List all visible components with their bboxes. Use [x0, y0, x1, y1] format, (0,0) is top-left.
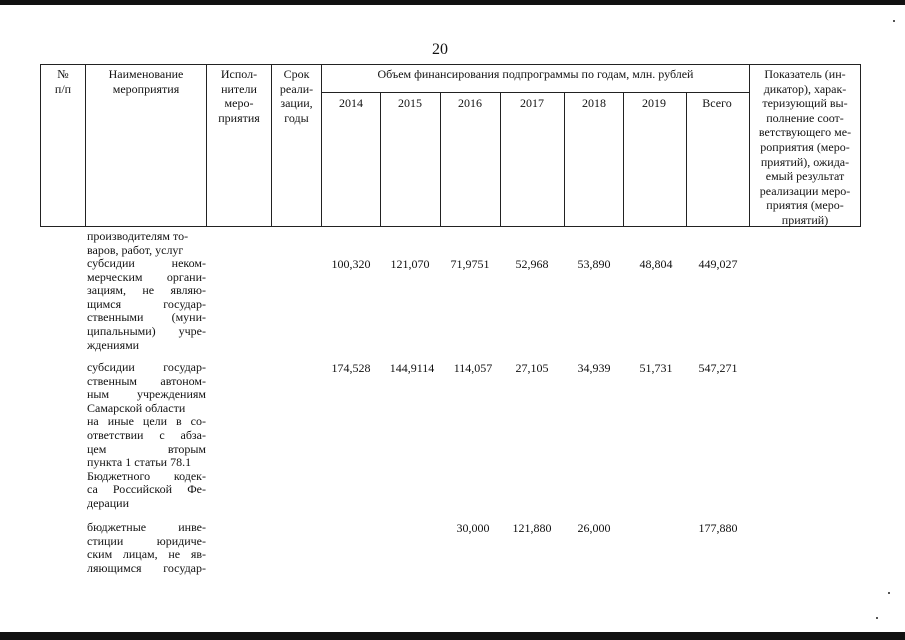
value-2018: 34,939	[577, 361, 611, 375]
scan-speck	[876, 617, 878, 619]
text-line: ственным автоном-	[87, 373, 206, 388]
row-name	[87, 257, 206, 352]
text-line: субсидии государ-	[87, 360, 206, 374]
col-line	[500, 92, 501, 227]
text-line: ляющимся государ-	[87, 560, 206, 575]
col-line	[564, 92, 565, 227]
value-2019: 51,731	[639, 361, 673, 375]
header-financing: Объем финансирования подпрограммы по годам, млн. рублей	[377, 67, 694, 81]
header-top-border	[40, 64, 860, 65]
text-line: са Российской Фе-	[87, 482, 206, 497]
text-line: Самарской области	[87, 400, 186, 415]
text-line: Бюджетного кодек-	[87, 468, 206, 483]
header-year-2018: 2018	[582, 96, 606, 110]
text-line: на иные цели в со-	[87, 414, 206, 429]
text-line: субсидии неком-	[87, 256, 206, 270]
row-name	[87, 361, 206, 511]
value-total: 449,027	[698, 257, 738, 271]
value-2014: 100,320	[331, 257, 371, 271]
header-year-2017: 2017	[520, 96, 544, 110]
header-year-2015: 2015	[398, 96, 422, 110]
text-line: производителям то-	[87, 229, 189, 243]
value-2015: 121,070	[390, 257, 430, 271]
value-2019: 48,804	[639, 257, 673, 271]
value-2015: 144,9114	[389, 361, 435, 375]
col-line	[380, 92, 381, 227]
text-line: стиции юридиче-	[87, 533, 206, 548]
header-year-2016: 2016	[458, 96, 482, 110]
text-line: мерческим органи-	[87, 269, 206, 284]
header-term: Срок реали- зации, годы	[279, 67, 314, 125]
page-number: 20	[432, 41, 448, 58]
text-line: ответствии с абза-	[87, 427, 206, 442]
text-line: ским лицам, не яв-	[87, 547, 206, 562]
text-line: дерации	[87, 495, 130, 510]
text-line: щимся государ-	[87, 296, 206, 311]
value-2018: 26,000	[577, 521, 611, 535]
header-name: Наименование мероприятия	[108, 67, 184, 96]
years-divider	[321, 92, 749, 93]
value-total: 547,271	[698, 361, 738, 375]
scan-speck	[888, 592, 890, 594]
header-bottom-border	[40, 226, 860, 227]
value-2018: 53,890	[577, 257, 611, 271]
col-line	[860, 64, 861, 227]
text-line: варов, работ, услуг	[87, 242, 184, 257]
scan-edge-bottom	[0, 632, 905, 640]
header-total: Всего	[702, 96, 732, 110]
text-line: зациям, не являю-	[87, 283, 206, 298]
col-line	[623, 92, 624, 227]
continuation-text	[87, 230, 206, 257]
text-line: ственными (муни-	[87, 310, 206, 325]
value-2016: 114,057	[453, 361, 493, 375]
header-year-2014: 2014	[339, 96, 363, 110]
value-2017: 121,880	[512, 521, 552, 535]
value-2016: 71,9751	[450, 257, 490, 271]
row-name	[87, 521, 206, 575]
text-line: ждениями	[87, 337, 140, 352]
value-2017: 27,105	[515, 361, 549, 375]
value-2016: 30,000	[456, 521, 490, 535]
text-line: ципальными) учре-	[87, 323, 206, 338]
header-executors: Испол- нители меро- приятия	[218, 67, 260, 125]
text-line: бюджетные инве-	[87, 520, 206, 534]
text-line: цем вторым	[87, 441, 206, 456]
header-num: № п/п	[54, 67, 72, 96]
text-line: ным учреждениям	[87, 387, 206, 402]
col-line	[321, 64, 322, 227]
col-line	[686, 92, 687, 227]
col-line	[440, 92, 441, 227]
scan-speck	[893, 20, 895, 22]
text-line: пункта 1 статьи 78.1	[87, 455, 192, 470]
value-2017: 52,968	[515, 257, 549, 271]
header-year-2019: 2019	[642, 96, 666, 110]
value-2014: 174,528	[331, 361, 371, 375]
value-total: 177,880	[698, 521, 738, 535]
header-indicator: Показатель (ин- дикатор), харак- теризующий вы- полнение соот- ветствующего ме- роприятия (меро- приятий), ожида- емый результат реализации меро- приятия (меро- приятий)	[758, 67, 852, 227]
